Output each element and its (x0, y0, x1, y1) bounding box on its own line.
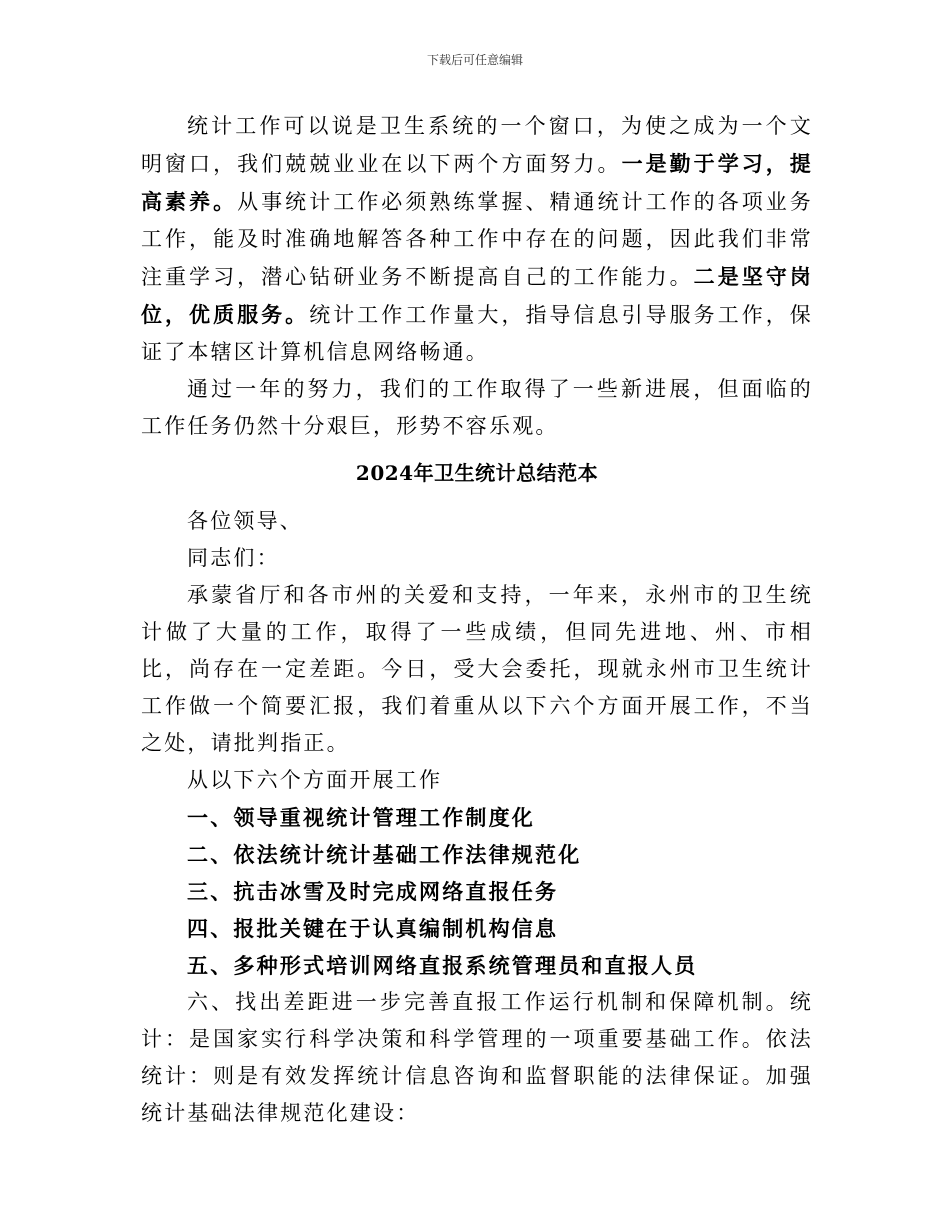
heading-item-1: 一、领导重视统计管理工作制度化 (187, 805, 535, 830)
paragraph-text: 统计工作可以说是卫生系统的一个窗口，为使之成为一个文明窗口，我们兢兢业业在以下两个方面努力。 (141, 114, 813, 176)
page-header: 下载后可任意编辑 (426, 53, 523, 67)
salutation-leaders: 各位领导、 (187, 509, 303, 533)
document-title: 2024年卫生统计总结范本 (355, 461, 599, 485)
paragraph-closing: 六、找出差距进一步完善直报工作运行机制和保障机制。统计：是国家实行科学决策和科学管理的一项重要基础工作。依法统计：则是有效发挥统计信息咨询和监督职能的法律保证。加强统计基础法律规范化建设： (141, 990, 813, 1125)
paragraph-text: 统计工作工作量大，指导信息引导服务工作，保证了本辖区计算机信息网络畅通。 (141, 303, 814, 364)
paragraph-progress: 通过一年的努力，我们的工作取得了一些新进展，但面临的工作任务仍然十分艰巨，形势不容乐观。 (141, 377, 813, 438)
heading-item-3: 三、抗击冰雪及时完成网络直报任务 (187, 879, 559, 904)
paragraph-text: 从事统计工作必须熟练掌握、精通统计工作的各项业务工作，能及时准确地解答各种工作中存在的问题，因此我们非常注重学习，潜心钻研业务不断提高自己的工作能力。 (141, 190, 813, 289)
document-body (141, 108, 813, 1132)
paragraph-lead: 从以下六个方面开展工作 (187, 768, 443, 792)
heading-item-4: 四、报批关键在于认真编制机构信息 (187, 916, 559, 941)
paragraph-intro: 承蒙省厅和各市州的关爱和支持，一年来，永州市的卫生统计做了大量的工作，取得了一些成绩，但同先进地、州、市相比，尚存在一定差距。今日，受大会委托，现就永州市卫生统计工作做一个简要汇报，我们着重从以下六个方面开展工作，不当之处，请批判指正。 (141, 583, 813, 755)
bold-point-two: 二是坚守岗位，优质服务。 (141, 264, 813, 327)
heading-item-5: 五、多种形式培训网络直报系统管理员和直报人员 (187, 953, 698, 978)
salutation-comrades: 同志们： (187, 546, 280, 570)
heading-item-2: 二、依法统计统计基础工作法律规范化 (187, 842, 582, 867)
bold-point-one: 一是勤于学习，提高素养。 (141, 151, 813, 214)
paragraph-statistics-window (141, 108, 813, 371)
